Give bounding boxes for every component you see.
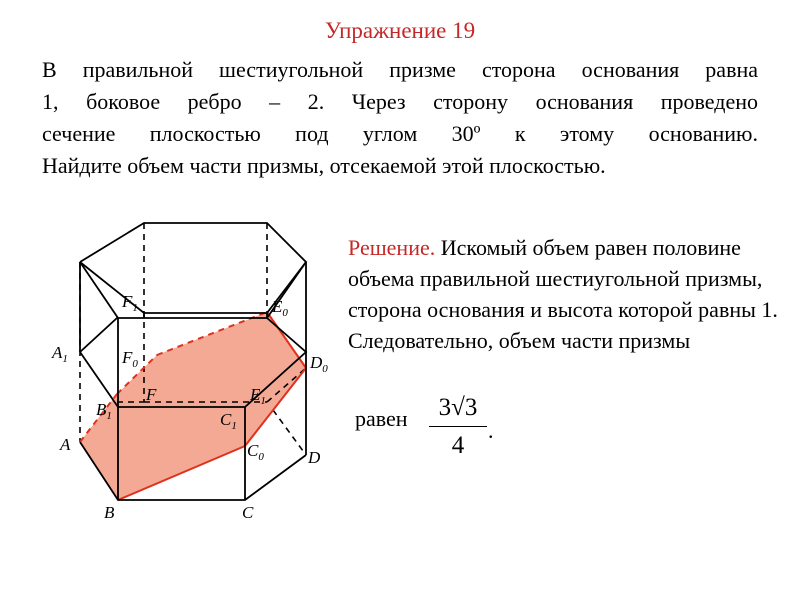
label-F: F [146, 385, 157, 404]
fraction-denominator: 4 [451, 432, 465, 459]
label-E1: $E_1$ [250, 385, 266, 407]
label-E0: $E_0$ [272, 297, 288, 319]
exercise-title: Упражнение 19 [324, 18, 476, 43]
label-D0: $D_0$ [310, 353, 328, 375]
label-A1: $A_1$ [52, 343, 68, 365]
solution-label: Решение. [348, 235, 436, 260]
label-B: B [104, 503, 115, 522]
problem-line: В правильной шестиугольной призме сторона основания равна [42, 57, 758, 82]
problem-line: 1, боковое ребро – 2. Через сторону основания проведено [42, 89, 758, 114]
prism-figure [40, 210, 340, 530]
label-C1: $C_1$ [220, 410, 237, 432]
label-C0: $C_0$ [247, 441, 264, 463]
answer-word: равен [355, 406, 408, 431]
label-C: C [242, 503, 254, 522]
problem-line: сечение плоскостью под углом 30º к этому основанию. [42, 121, 758, 146]
problem-statement [42, 54, 758, 182]
problem-line: Найдите объем части призмы, отсекаемой этой плоскостью. [42, 153, 606, 178]
fraction-numerator: 3√3 [438, 394, 478, 421]
answer-period: . [488, 418, 494, 443]
label-A: A [60, 435, 71, 454]
label-D: D [308, 448, 321, 467]
solution-text [348, 232, 778, 356]
answer-fraction [429, 392, 487, 461]
label-B1: $B_1$ [96, 400, 112, 422]
solution-body: Искомый объем равен половине объема правильной шестиугольной призмы, сторона основания и высота которой равны 1. Следовательно, объем части призмы [348, 235, 778, 353]
label-F1: $F_1$ [122, 292, 138, 314]
label-F0: $F_0$ [122, 348, 138, 370]
